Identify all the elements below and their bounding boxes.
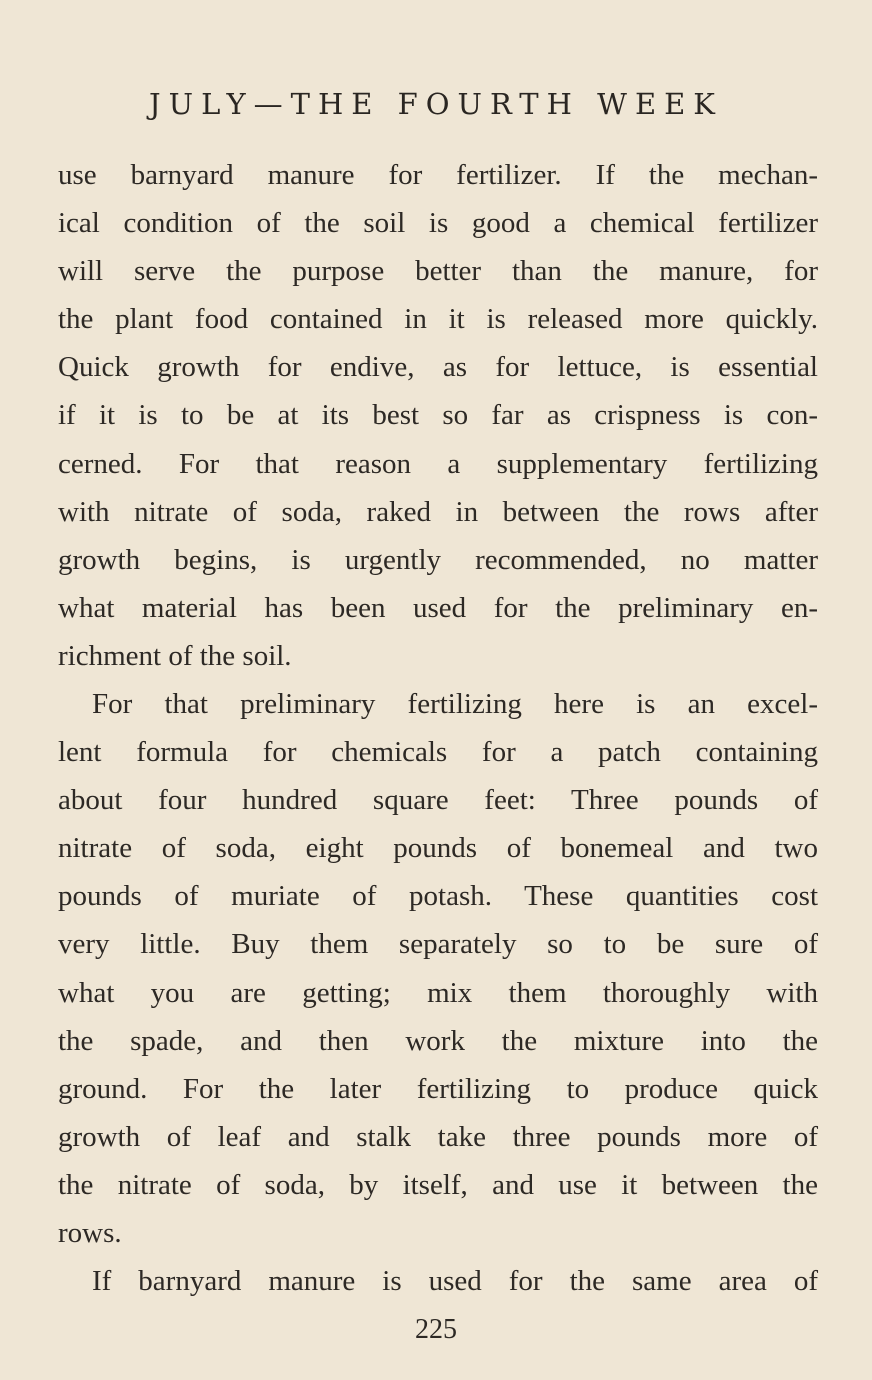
text-line: cerned. For that reason a supplementary fertilizing xyxy=(58,448,818,480)
text-line: use barnyard manure for fertilizer. If the mechan- xyxy=(58,159,818,191)
text-line: what you are getting; mix them thoroughly with xyxy=(58,977,818,1009)
text-line: pounds of muriate of potash. These quantities cost xyxy=(58,880,818,912)
text-line: lent formula for chemicals for a patch containing xyxy=(58,736,818,768)
text-line: ical condition of the soil is good a chemical fertilizer xyxy=(58,207,818,239)
text-line: the nitrate of soda, by itself, and use it between the xyxy=(58,1169,818,1201)
text-line: growth of leaf and stalk take three pounds more of xyxy=(58,1121,818,1153)
text-line: nitrate of soda, eight pounds of bonemeal and two xyxy=(58,832,818,864)
page-number: 225 xyxy=(415,1314,457,1345)
text-line: will serve the purpose better than the manure, for xyxy=(58,255,818,287)
text-line: ground. For the later fertilizing to produce quick xyxy=(58,1073,818,1105)
text-line: very little. Buy them separately so to be sure of xyxy=(58,928,818,960)
text-line: what material has been used for the preliminary en- xyxy=(58,592,818,624)
text-line: rows. xyxy=(58,1217,122,1249)
text-line: about four hundred square feet: Three pounds of xyxy=(58,784,818,816)
running-header: JULY—THE FOURTH WEEK xyxy=(149,87,723,121)
text-line: richment of the soil. xyxy=(58,640,292,672)
text-line: with nitrate of soda, raked in between the rows after xyxy=(58,496,818,528)
text-line: Quick growth for endive, as for lettuce, is essential xyxy=(58,351,818,383)
text-line: For that preliminary fertilizing here is an excel- xyxy=(92,688,818,720)
text-line: if it is to be at its best so far as crispness is con- xyxy=(58,399,818,431)
text-line: the spade, and then work the mixture into the xyxy=(58,1025,818,1057)
text-line: If barnyard manure is used for the same area of xyxy=(92,1265,818,1297)
text-line: growth begins, is urgently recommended, no matter xyxy=(58,544,818,576)
body-text xyxy=(58,155,818,1315)
text-line: the plant food contained in it is released more quickly. xyxy=(58,303,818,335)
